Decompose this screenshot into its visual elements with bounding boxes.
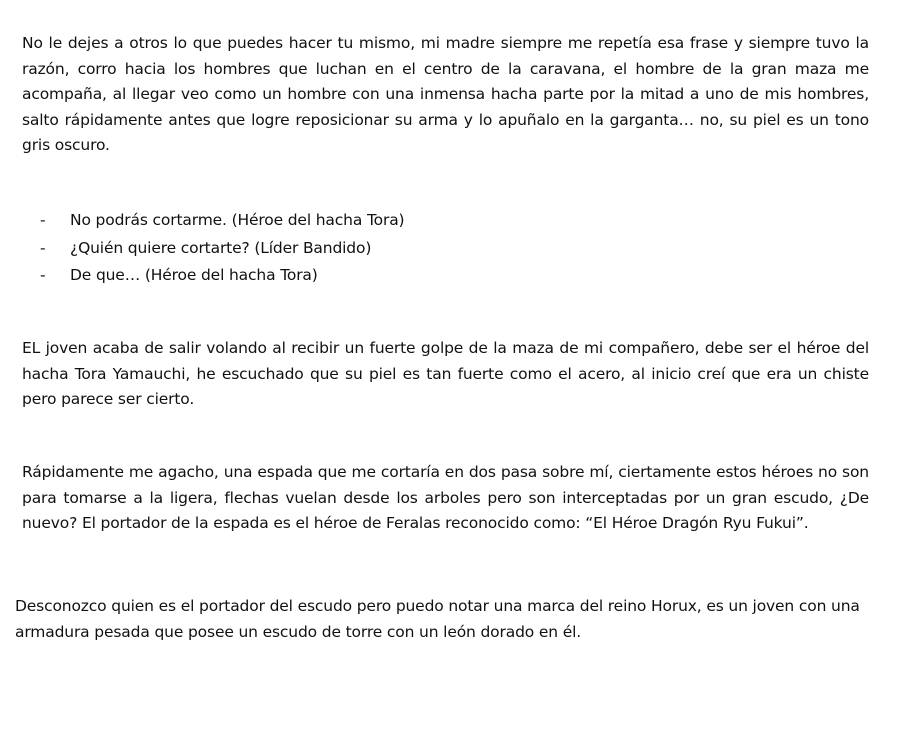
paragraph-2: EL joven acaba de salir volando al recibir un fuerte golpe de la maza de mi compañero, debe ser el héroe del hacha Tora Yamauchi, he escuchado que su piel es tan fuerte como el acero, al inicio creí que era un chiste pero parece ser cierto. xyxy=(22,339,869,409)
dialogue-line xyxy=(40,207,404,235)
dialogue-dash: - xyxy=(40,211,46,229)
dialogue-line xyxy=(40,262,404,290)
dialogue-line xyxy=(40,235,404,263)
paragraph-4: Desconozco quien es el portador del escudo pero puedo notar una marca del reino Horux, es un joven con una armadura pesada que posee un escudo de torre con un león dorado en él. xyxy=(15,597,860,641)
dialogue-list xyxy=(40,207,404,290)
dialogue-text: De que… (Héroe del hacha Tora) xyxy=(70,266,318,284)
dialogue-text: No podrás cortarme. (Héroe del hacha Tora) xyxy=(70,211,405,229)
dialogue-text: ¿Quién quiere cortarte? (Líder Bandido) xyxy=(70,238,372,257)
dialogue-dash: - xyxy=(40,266,46,284)
paragraph-1: No le dejes a otros lo que puedes hacer tu mismo, mi madre siempre me repetía esa frase y siempre tuvo la razón, corro hacia los hombres que luchan en el centro de la caravana, el hombre de la gran maza me acompaña, al llegar veo como un hombre con una inmensa hacha parte por la mitad a uno de mis hombres, salto rápidamente antes que logre reposicionar su arma y lo apuñalo en la garganta… no, su piel es un tono gris oscuro. xyxy=(22,34,869,155)
dialogue-dash: - xyxy=(40,238,46,257)
paragraph-3: Rápidamente me agacho, una espada que me cortaría en dos pasa sobre mí, ciertamente estos héroes no son para tomarse a la ligera, flechas vuelan desde los arboles pero son interceptadas por un gran escudo, ¿De nuevo? El portador de la espada es el héroe de Feralas reconocido como: “El Héroe Dragón Ryu Fukui”. xyxy=(22,463,869,533)
